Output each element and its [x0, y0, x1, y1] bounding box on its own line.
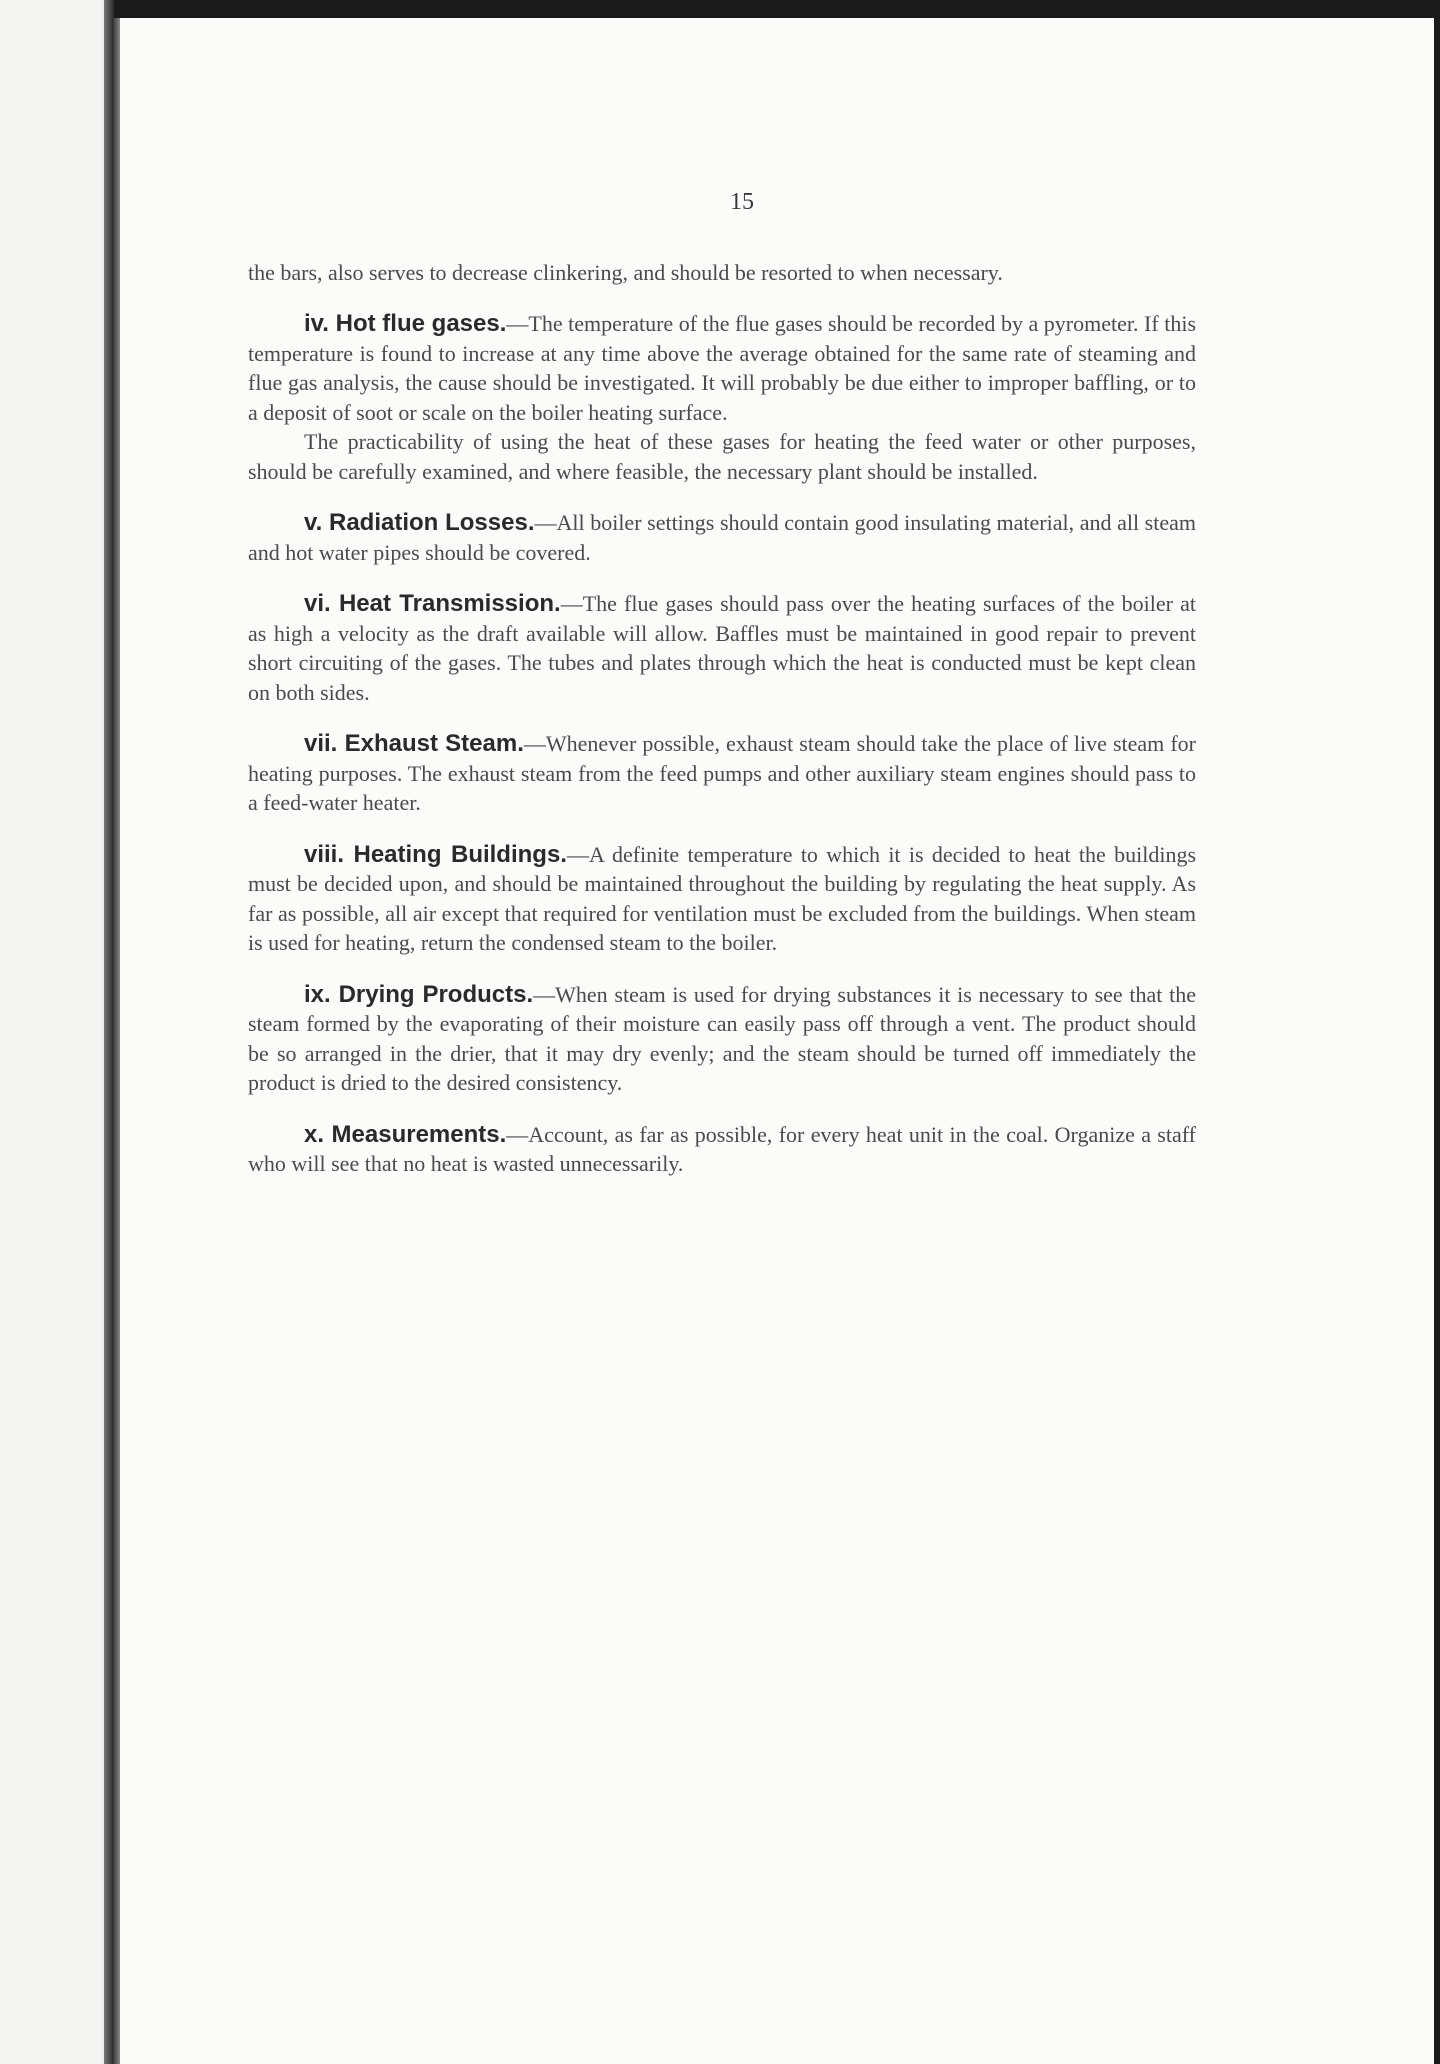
section-body: —Account, as far as possible, for every heat unit in the coal. Organize a staff who will see that no heat is wasted unnecessarily. [248, 1121, 1197, 1176]
section-heading: iv. Hot flue gases. [304, 310, 507, 337]
section-heading: vi. Heat Transmission. [304, 590, 561, 617]
section-body: —A definite temperature to which it is decided to heat the buildings must be decided upon, and should be maintained throughout the building by regulating the heat supply. As far as possible, all air except that required for ventilation must be excluded from the buildings. When steam is used for heating, return the condensed steam to the boiler. [248, 841, 1197, 955]
section-heating-buildings [248, 840, 1196, 958]
section-heading: viii. Heating Buildings. [304, 840, 567, 868]
page-text [248, 188, 1196, 1179]
section-hot-flue-gases-continued: The practicability of using the heat of these gases for heating the feed water or other purposes, should be carefully examined, and where feasible, the necessary plant should be installed. [248, 429, 1196, 484]
intro-paragraph: the bars, also serves to decrease clinkering, and should be resorted to when necessary. [248, 259, 1003, 285]
section-body: —The flue gases should pass over the heating surfaces of the boiler at as high a velocity as the draft available will allow. Baffles must be maintained in good repair to prevent short circuiting of the gases. The tubes and plates through which the heat is conducted must be kept clean on both sides. [248, 591, 1196, 705]
section-heading: v. Radiation Losses. [304, 509, 535, 536]
section-heading: vii. Exhaust Steam. [304, 730, 524, 757]
section-drying-products [248, 980, 1196, 1098]
section-body: —When steam is used for drying substances it is necessary to see that the steam formed by the evaporating of their moisture can easily pass off through a vent. The product should be so arranged in the drier, that it may dry evenly; and the steam should be turned off immediately the product is dried to the desired consistency. [248, 981, 1196, 1095]
section-body: —Whenever possible, exhaust steam should take the place of live steam for heating purposes. The exhaust steam from the feed pumps and other auxiliary steam engines should pass to a feed-water heater. [248, 731, 1196, 815]
section-heading: ix. Drying Products. [304, 980, 534, 1008]
section-heading: x. Measurements. [304, 1120, 507, 1148]
section-heat-transmission [248, 589, 1196, 707]
section-hot-flue-gases [248, 309, 1196, 427]
page-number: 15 [730, 189, 754, 215]
section-body: —The temperature of the flue gases should be recorded by a pyrometer. If this temperature is found to increase at any time above the average obtained for the same rate of steaming and flue gas analysis, the cause should be investigated. It will probably be due either to improper baffling, or to a deposit of soot or scale on the boiler heating surface. [248, 311, 1197, 425]
section-measurements [248, 1120, 1196, 1179]
section-radiation-losses [248, 508, 1196, 567]
scan-top-border [0, 0, 1440, 18]
page-edge [112, 18, 120, 2064]
section-exhaust-steam [248, 729, 1196, 818]
section-body: —All boiler settings should contain good insulating material, and all steam and hot water pipes should be covered. [248, 510, 1196, 565]
facing-page-margin [0, 0, 112, 2064]
